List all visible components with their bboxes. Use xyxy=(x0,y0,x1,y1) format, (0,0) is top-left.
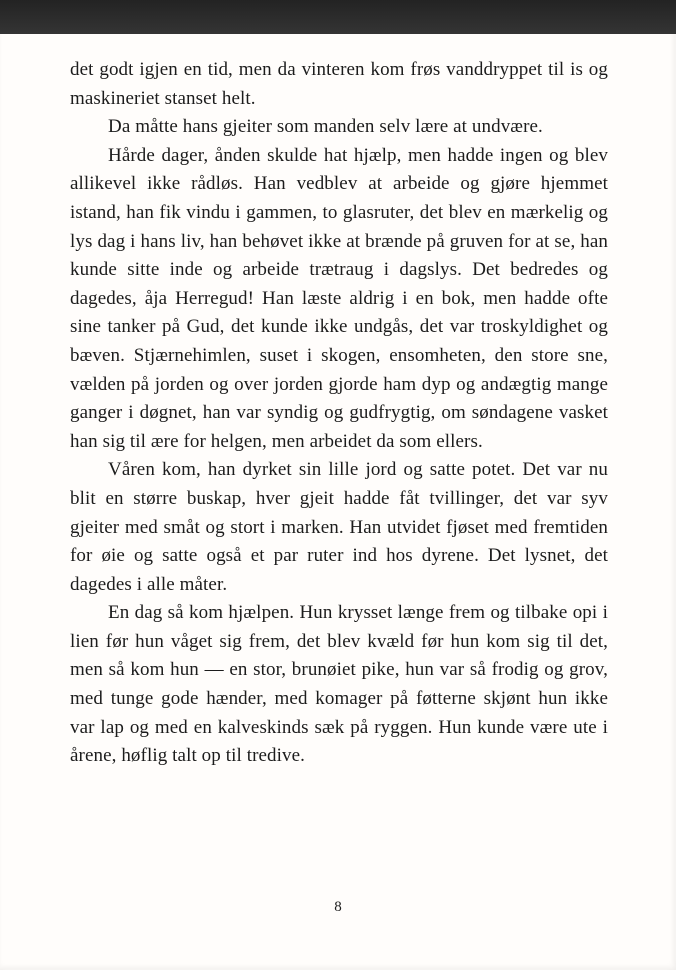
paragraph: Da måtte hans gjeiter som manden selv lære at undvære. xyxy=(108,116,543,138)
paragraph: Hårde dager, ånden skulde hat hjælp, men hadde ingen og blev allikevel ikke rådløs. Han vedblev at arbeide og gjøre hjemmet istand, han fik vindu i gammen, to glasruter, det blev en mærkelig og lys dag i hans liv, han behøvet ikke at brænde på gruven for at se, han kunde sitte inde og arbeide trætraug i dagslys. Det bedredes og dagedes, åja Herregud! Han læste aldrig i en bok, men hadde ofte sine tanker på Gud, det kunde ikke undgås, det var troskyldighet og bæven. Stjærnehimlen, suset i skogen, ensomheten, den store sne, vælden på jorden og over jorden gjorde ham dyp og andægtig mange ganger i døgnet, han var syndig og gudfrygtig, om søndagene vasket han sig til ære for helgen, men arbeidet da som ellers. xyxy=(70,144,608,452)
page-number: 8 xyxy=(334,899,342,915)
paragraph: Våren kom, han dyrket sin lille jord og satte potet. Det var nu blit en større buskap, hver gjeit hadde fåt tvillinger, det var syv gjeiter med småt og stort i marken. Han utvidet fjøset med fremtiden for øie og satte også et par ruter ind hos dyrene. Det lysnet, det dagedes i alle måter. xyxy=(70,459,608,595)
page-text xyxy=(70,56,608,771)
scan-dark-edge xyxy=(0,0,676,34)
paragraph: En dag så kom hjælpen. Hun krysset længe frem og tilbake opi i lien før hun våget sig frem, det blev kvæld før hun kom sig til det, men så kom hun — en stor, brunøiet pike, hun var så frodig og grov, med tunge gode hænder, med komager på føtterne skjønt hun ikke var lap og med en kalveskinds sæk på ryggen. Hun kunde være ute i årene, høflig talt op til tredive. xyxy=(70,602,608,767)
paragraph: det godt igjen en tid, men da vinteren kom frøs vanddryppet til is og maskineriet stanset helt. xyxy=(70,59,608,109)
